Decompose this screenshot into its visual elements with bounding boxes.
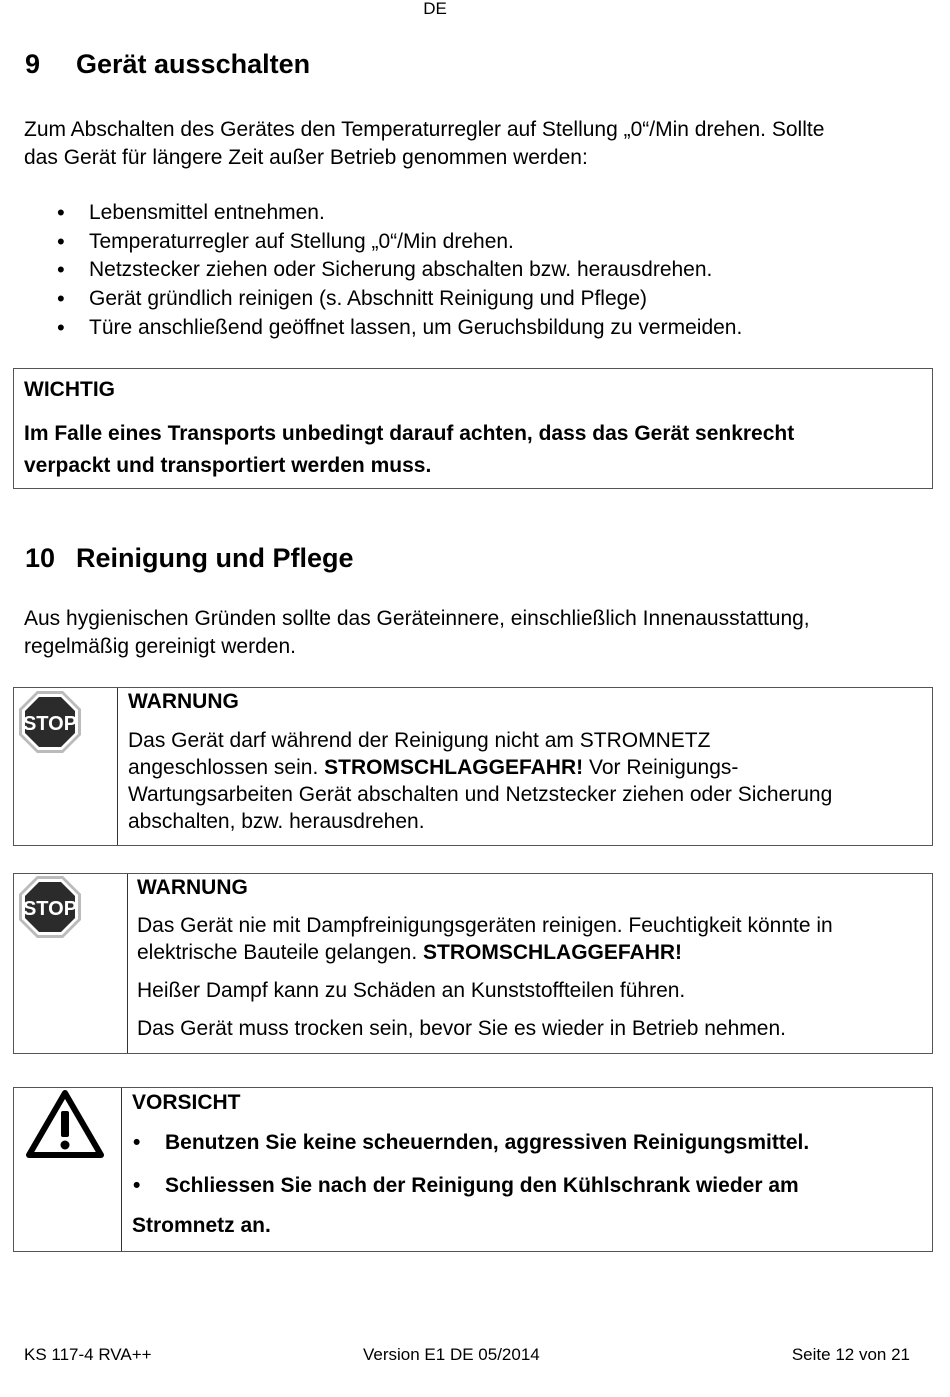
warning-body: [137, 912, 923, 1042]
warning-triangle-icon: [25, 1089, 105, 1159]
stop-sign-text: STOP: [22, 713, 78, 735]
intro-line: Zum Abschalten des Gerätes den Temperaturregler auf Stellung „0“/Min drehen. Sollte: [24, 118, 825, 141]
stop-sign-text: STOP: [22, 898, 78, 920]
stop-sign-icon: [18, 875, 82, 939]
warning-text: elektrische Bauteile gelangen.: [137, 941, 424, 964]
warning-label: WARNUNG: [128, 690, 239, 713]
footer-version: Version E1 DE 05/2014: [363, 1345, 540, 1364]
warning-line: abschalten, bzw. herausdrehen.: [128, 810, 425, 833]
list-item: • Gerät gründlich reinigen (s. Abschnitt Reinigung und Pflege): [24, 285, 742, 314]
warning-line: [128, 754, 922, 781]
important-notice-box: [13, 368, 933, 489]
warning-text-cell: [128, 874, 932, 1053]
notice-text: [24, 418, 922, 482]
warning-emphasis: STROMSCHLAGGEFAHR!: [324, 756, 584, 779]
warning-text: angeschlossen sein.: [128, 756, 325, 779]
list-item: • Türe anschließend geöffnet lassen, um Geruchsbildung zu vermeiden.: [24, 314, 742, 343]
intro-line: das Gerät für längere Zeit außer Betrieb genommen werden:: [24, 146, 588, 169]
warning-label: WARNUNG: [137, 876, 248, 899]
section-number: 10: [25, 543, 56, 573]
warning-line: Wartungsarbeiten Gerät abschalten und Netzstecker ziehen oder Sicherung: [128, 783, 833, 806]
caution-icon-cell: [14, 1088, 122, 1251]
intro-line: regelmäßig gereinigt werden.: [24, 635, 296, 658]
notice-label: WICHTIG: [24, 378, 115, 401]
intro-line: Aus hygienischen Gründen sollte das Geräteinnere, einschließlich Innenausstattung,: [24, 607, 810, 630]
warning-text: Vor Reinigungs-: [583, 756, 739, 779]
list-item: • Temperaturregler auf Stellung „0“/Min drehen.: [24, 228, 742, 257]
warning-body: [128, 727, 922, 835]
section-title: Reinigung und Pflege: [76, 543, 354, 573]
warning-line: Heißer Dampf kann zu Schäden an Kunststoffteilen führen.: [137, 979, 686, 1002]
caution-continuation: Stromnetz an.: [132, 1214, 271, 1237]
caution-label: VORSICHT: [132, 1091, 241, 1114]
section-number: 9: [25, 49, 41, 79]
warning-line: Das Gerät muss trocken sein, bevor Sie es wieder in Betrieb nehmen.: [137, 1017, 786, 1040]
warning-icon-cell: [14, 874, 128, 1053]
warning-text-cell: [118, 688, 932, 845]
caution-list: [132, 1129, 922, 1199]
section-9-intro: [24, 116, 824, 172]
warning-line: Das Gerät nie mit Dampfreinigungsgeräten reinigen. Feuchtigkeit könnte in: [137, 914, 833, 937]
notice-line: Im Falle eines Transports unbedingt darauf achten, dass das Gerät senkrecht: [24, 422, 795, 445]
section-10-intro: [24, 605, 810, 661]
caution-text-cell: [122, 1088, 932, 1251]
footer-page-number: Seite 12 von 21: [791, 1345, 910, 1364]
warning-icon-cell: [14, 688, 118, 845]
section-9-heading: [25, 49, 310, 80]
caution-box: [13, 1087, 933, 1252]
list-item: • Netzstecker ziehen oder Sicherung abschalten bzw. herausdrehen.: [24, 256, 742, 285]
warning-line: Das Gerät darf während der Reinigung nicht am STROMNETZ: [128, 729, 711, 752]
language-code: DE: [423, 0, 447, 18]
warning-box-steam: [13, 873, 933, 1054]
notice-line: verpackt und transportiert werden muss.: [24, 454, 432, 477]
warning-line: [137, 939, 923, 966]
warning-emphasis: STROMSCHLAGGEFAHR!: [423, 941, 683, 964]
section-10-heading: [25, 543, 354, 574]
stop-sign-icon: [18, 690, 82, 754]
list-item: • Lebensmittel entnehmen.: [24, 199, 742, 228]
shutdown-steps-list: [24, 199, 742, 343]
section-title: Gerät ausschalten: [76, 49, 311, 79]
list-item: • Schliessen Sie nach der Reinigung den Kühlschrank wieder am: [132, 1172, 922, 1199]
warning-box-power: [13, 687, 933, 846]
footer-model: KS 117-4 RVA++: [24, 1345, 152, 1364]
list-item: • Benutzen Sie keine scheuernden, aggressiven Reinigungsmittel.: [132, 1129, 922, 1156]
